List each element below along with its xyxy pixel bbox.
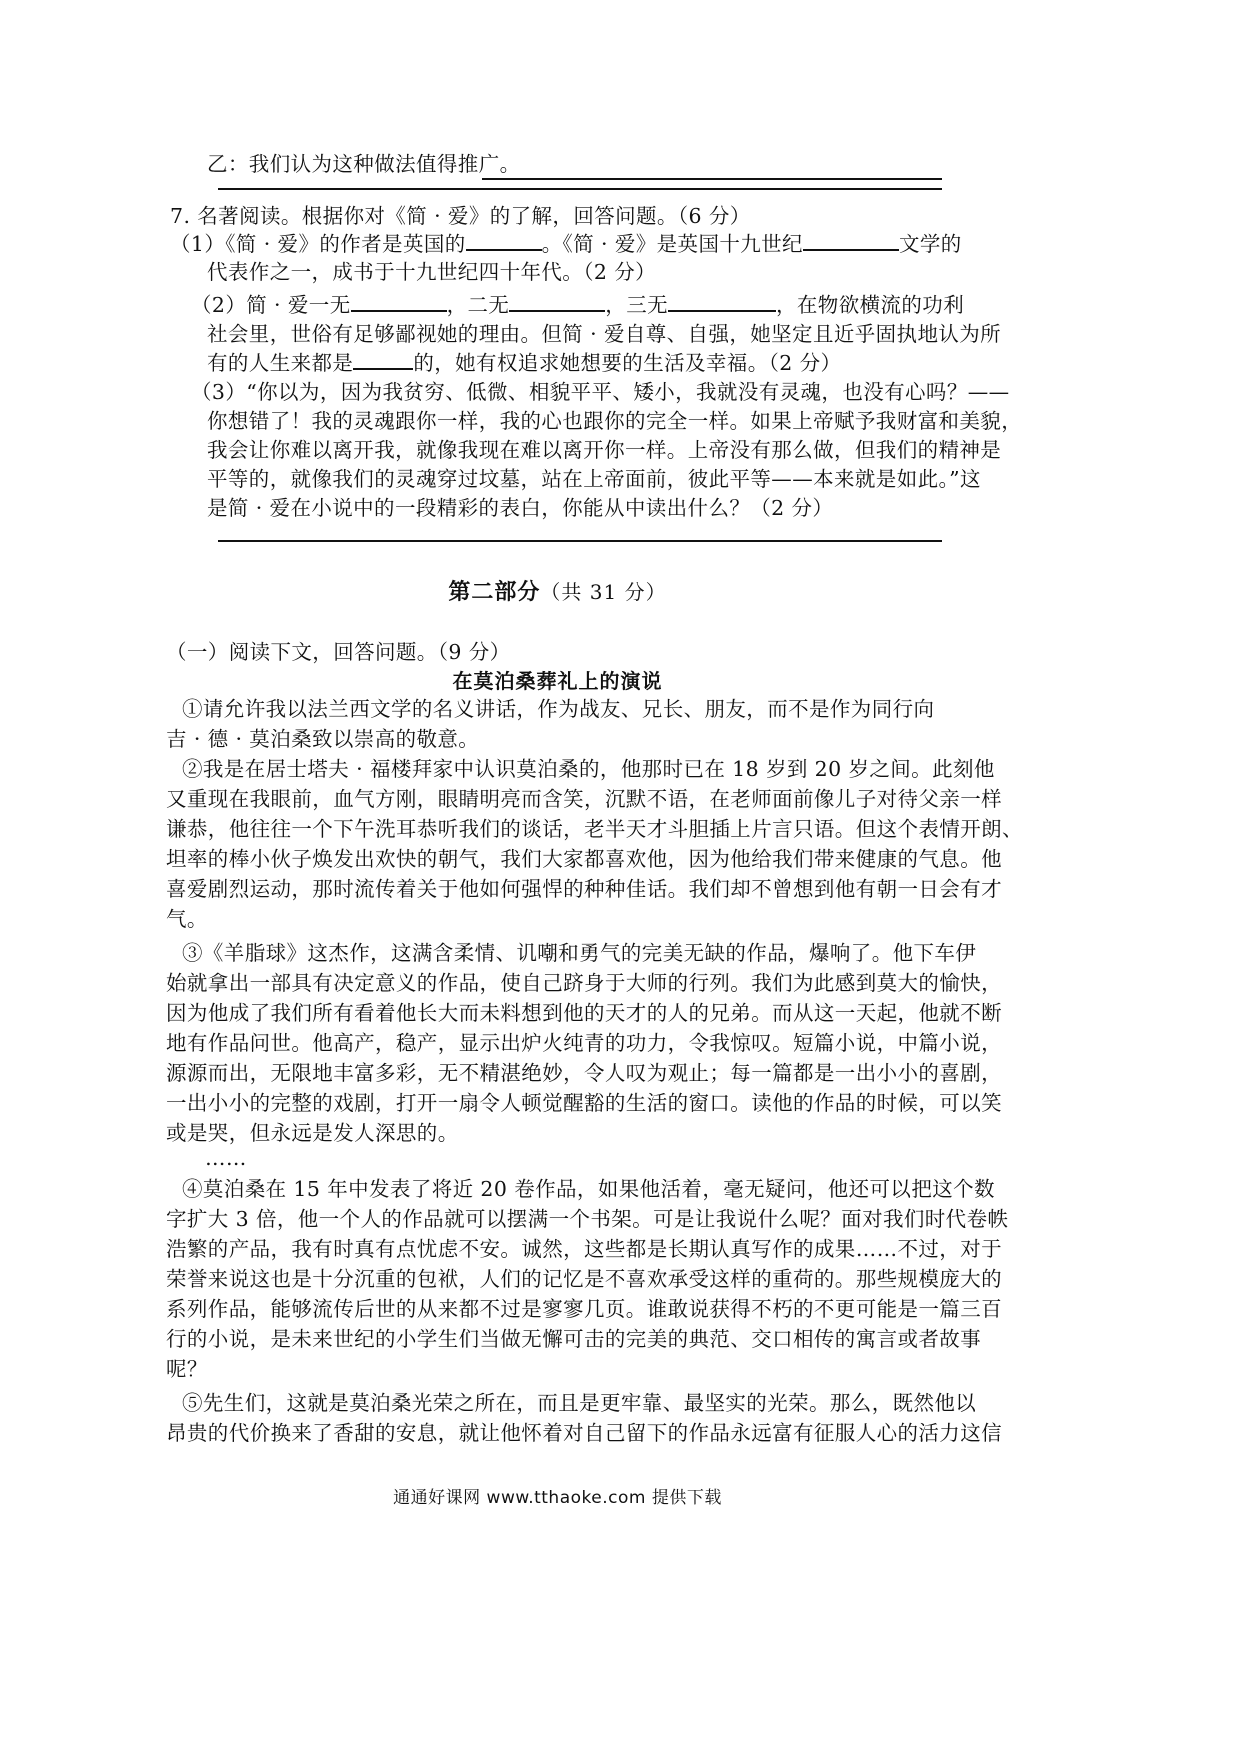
essay-title: 在莫泊桑葬礼上的演说	[452, 669, 663, 693]
essay-line: ②我是在居士塔夫 · 福楼拜家中认识莫泊桑的，他那时已在 18 岁到 20 岁之间。此刻他	[182, 757, 995, 781]
answer-blank-yi	[482, 178, 942, 180]
essay-line: 荣誉来说这也是十分沉重的包袱，人们的记忆是不喜欢承受这样的重荷的。那些规模庞大的	[166, 1267, 1002, 1291]
q7-sub1-line2: 代表作之一，成书于十九世纪四十年代。（2 分）	[207, 260, 657, 284]
essay-line: 昂贵的代价换来了香甜的安息，就让他怀着对自己留下的作品永远富有征服人心的活力这信	[166, 1421, 1002, 1445]
essay-line: 因为他成了我们所有看着他长大而未料想到他的天才的人的兄弟。而从这一天起，他就不断	[166, 1001, 1002, 1025]
q7-title: 7. 名著阅读。根据你对《简 · 爱》的了解，回答问题。（6 分）	[170, 204, 751, 228]
q7-sub2-line2: 社会里，世俗有足够鄙视她的理由。但简 · 爱自尊、自强，她坚定且近乎固执地认为所	[207, 322, 1002, 346]
q7-sub1-text-c: 文学的	[898, 232, 962, 256]
essay-line: 吉 · 德 · 莫泊桑致以崇高的敬意。	[166, 727, 480, 751]
q7-sub3-line1: （3）“你以为，因为我贫穷、低微、相貌平平、矮小，我就没有灵魂，也没有心吗？——	[191, 380, 1010, 404]
q7-sub2-text-e: 有的人生来都是	[207, 351, 354, 375]
essay-line: 源源而出，无限地丰富多彩，无不精湛绝妙，令人叹为观止；每一篇都是一出小小的喜剧，	[166, 1061, 1002, 1085]
essay-ellipsis: ……	[205, 1146, 247, 1170]
essay-line: 坦率的棒小伙子焕发出欢快的朝气，我们大家都喜欢他，因为他给我们带来健康的气息。他	[166, 847, 1002, 871]
answer-rule-2	[218, 540, 942, 542]
q7-sub2-text-c: ，三无	[605, 293, 668, 317]
part2-heading	[0, 575, 1115, 606]
answer-line-yi	[207, 146, 521, 182]
essay-line: 地有作品问世。他高产，稳产，显示出炉火纯青的功力，令我惊叹。短篇小说，中篇小说，	[166, 1031, 1002, 1055]
page-footer: 通通好课网 www.tthaoke.com 提供下载	[393, 1488, 722, 1508]
q7-sub3-line4: 平等的，就像我们的灵魂穿过坟墓，站在上帝面前，彼此平等——本来就是如此。”这	[207, 467, 981, 491]
essay-line: 字扩大 3 倍，他一个人的作品就可以摆满一个书架。可是让我说什么呢？面对我们时代卷帙	[166, 1207, 1009, 1231]
essay-line: 浩繁的产品，我有时真有点忧虑不安。诚然，这些都是长期认真写作的成果……不过，对于	[166, 1237, 1002, 1261]
blank-wu-1	[351, 288, 447, 312]
essay-line: 气。	[166, 907, 208, 931]
q7-sub2-text-d: ，在物欲横流的功利	[776, 293, 965, 317]
q7-sub3-line5: 是简 · 爱在小说中的一段精彩的表白，你能从中读出什么？（2 分）	[207, 496, 834, 520]
q7-sub3-line2: 你想错了！我的灵魂跟你一样，我的心也跟你的完全一样。如果上帝赋予我财富和美貌，	[207, 409, 1023, 433]
essay-line: 一出小小的完整的戏剧，打开一扇令人顿觉醒豁的生活的窗口。读他的作品的时候，可以笑	[166, 1091, 1002, 1115]
blank-author	[466, 227, 542, 251]
essay-line: 呢？	[166, 1357, 208, 1381]
essay-line: 或是哭，但永远是发人深思的。	[166, 1121, 459, 1145]
section1-intro: （一）阅读下文，回答问题。（9 分）	[166, 640, 511, 664]
q7-sub2-text-a: （2）简 · 爱一无	[191, 293, 351, 317]
essay-line: ④莫泊桑在 15 年中发表了将近 20 卷作品，如果他活着，毫无疑问，他还可以把这个数	[182, 1177, 995, 1201]
answer-rule-1	[218, 188, 942, 190]
essay-line: 谦恭，他往往一个下午洗耳恭听我们的谈话，老半天才斗胆插上片言只语。但这个表情开朗、	[166, 817, 1023, 841]
part2-title: 第二部分	[448, 579, 541, 605]
q7-sub2-text-f: 的，她有权追求她想要的生活及幸福。（2 分）	[413, 351, 842, 375]
essay-line: ⑤先生们，这就是莫泊桑光荣之所在，而且是更牢靠、最坚实的光荣。那么，既然他以	[182, 1391, 977, 1415]
essay-line: ③《羊脂球》这杰作，这满含柔情、讥嘲和勇气的完美无缺的作品，爆响了。他下车伊	[182, 941, 977, 965]
blank-wu-3	[668, 288, 776, 312]
essay-line: 喜爱剧烈运动，那时流传着关于他如何强悍的种种佳话。我们却不曾想到他有朝一日会有才	[166, 877, 1002, 901]
essay-line: ①请允许我以法兰西文学的名义讲话，作为战友、兄长、朋友，而不是作为同行向	[182, 697, 935, 721]
q7-sub2-text-b: ，二无	[446, 293, 510, 317]
part2-score: （共 31 分）	[540, 580, 667, 604]
blank-equal	[353, 346, 413, 370]
q7-sub3-line3: 我会让你难以离开我，就像我现在难以离开你一样。上帝没有那么做，但我们的精神是	[207, 438, 1002, 462]
blank-wu-2	[509, 288, 605, 312]
essay-line: 又重现在我眼前，血气方刚，眼睛明亮而含笑，沉默不语，在老师面前像儿子对待父亲一样	[166, 787, 1002, 811]
blank-literature-genre	[803, 227, 899, 251]
essay-line: 系列作品，能够流传后世的从来都不过是寥寥几页。谁敢说获得不朽的不更可能是一篇三百	[166, 1297, 1002, 1321]
q7-sub1-text-b: 。《简 · 爱》是英国十九世纪	[541, 232, 803, 256]
essay-line: 行的小说，是未来世纪的小学生们当做无懈可击的完美的典范、交口相传的寓言或者故事	[166, 1327, 982, 1351]
essay-line: 始就拿出一部具有决定意义的作品，使自己跻身于大师的行列。我们为此感到莫大的愉快，	[166, 971, 1002, 995]
q7-sub1-text-a: （1）《简 · 爱》的作者是英国的	[170, 232, 466, 256]
yi-text: 乙：我们认为这种做法值得推广。	[207, 152, 521, 176]
